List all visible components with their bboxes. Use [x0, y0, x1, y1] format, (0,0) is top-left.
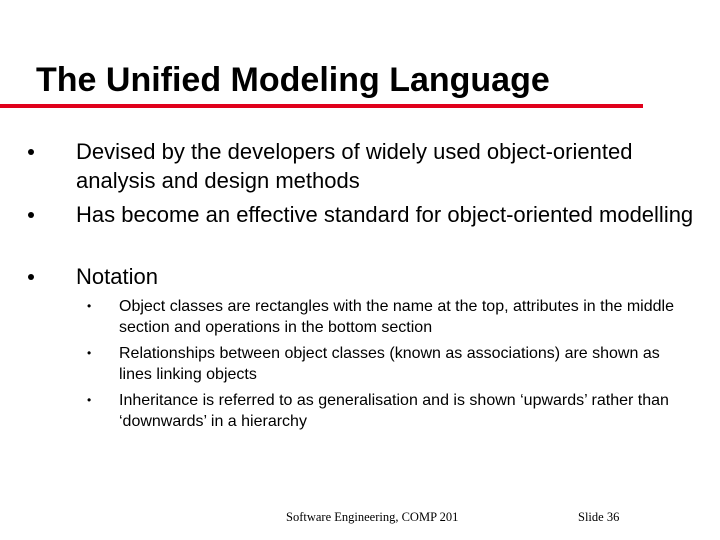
sub-bullet-icon: • [87, 346, 92, 360]
footer-course: Software Engineering, COMP 201 [286, 510, 459, 524]
sub-bullet-text: Object classes are rectangles with the name at the top, attributes in the middle section and operations in the bottom section [119, 298, 674, 336]
bullet-item [76, 200, 696, 229]
bullet-text: Has become an effective standard for object-oriented modelling [76, 202, 694, 227]
bullet-text: Devised by the developers of widely used object-oriented analysis and design methods [76, 139, 633, 193]
title-underline [0, 104, 643, 108]
sub-bullet-icon: • [87, 299, 92, 313]
bullet-text: Notation [76, 264, 158, 289]
sub-bullet-text: Inheritance is referred to as generalisation and is shown ‘upwards’ rather than ‘downwards’ in a hierarchy [119, 392, 669, 430]
sub-bullet-item [87, 296, 679, 338]
sub-bullet-item [87, 343, 679, 385]
slide-title: The Unified Modeling Language [36, 61, 550, 99]
bullet-item [76, 137, 696, 195]
bullet-item [76, 262, 696, 291]
sub-bullet-item [87, 390, 679, 432]
bullet-dot-icon [28, 212, 34, 218]
sub-bullet-icon: • [87, 393, 92, 407]
sub-bullet-text: Relationships between object classes (known as associations) are shown as lines linking objects [119, 345, 660, 383]
bullet-dot-icon [28, 149, 34, 155]
bullet-dot-icon [28, 274, 34, 280]
footer-slide-number: Slide 36 [578, 510, 620, 524]
